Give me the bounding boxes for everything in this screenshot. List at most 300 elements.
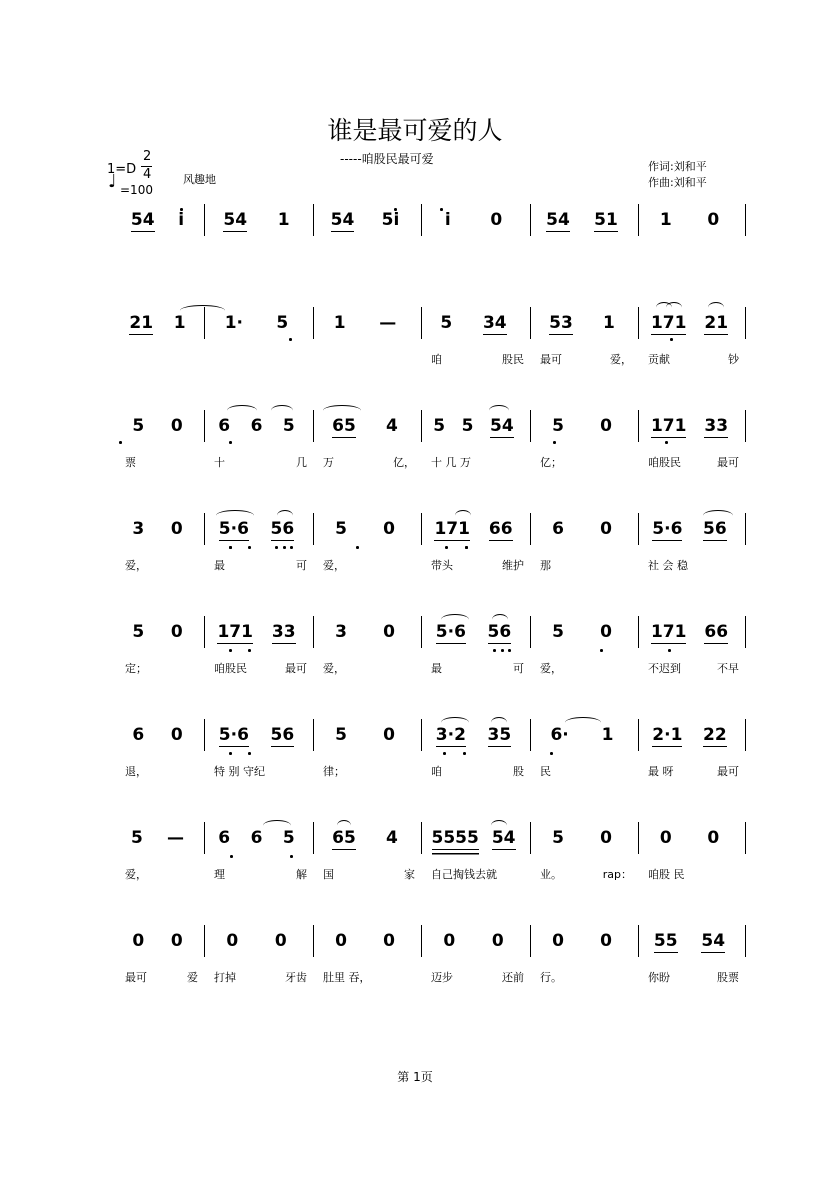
note-group: 0 (600, 828, 612, 848)
measure (317, 725, 413, 757)
note-group: 3 (132, 519, 145, 539)
note-group: 3 (335, 622, 347, 642)
lyric-syllable: 亿， (393, 456, 415, 469)
note-group: 4 (386, 828, 398, 848)
song-title: 谁是最可爱的人 (327, 116, 503, 145)
octave-dot (248, 649, 251, 652)
measure (208, 931, 305, 963)
lyric-syllable: 爱， (125, 868, 147, 881)
measure (317, 622, 413, 654)
slur-arc (708, 302, 724, 313)
note-group: 2·1 (652, 725, 683, 745)
note-group: 6 (218, 828, 231, 848)
barline (313, 410, 314, 442)
note-group: 5i (381, 210, 400, 230)
note-group: 5 (440, 313, 453, 333)
measure (642, 828, 737, 860)
lyric-syllable: 业。 (540, 868, 562, 881)
lyric-text (214, 454, 307, 470)
lyric-syllable: 钞 (728, 353, 739, 366)
lyric-text (125, 866, 198, 882)
note-group: 1 (333, 313, 346, 333)
note-group: 54 (490, 416, 514, 436)
measure (534, 828, 630, 860)
lyric-syllable: 最可 (540, 353, 562, 366)
measure (642, 519, 737, 551)
slur-arc (703, 510, 733, 521)
note-group: 35 (487, 725, 512, 745)
octave-dot (550, 752, 553, 755)
measure (208, 725, 305, 757)
measure (119, 519, 196, 551)
slur-arc (491, 717, 507, 728)
barline (638, 513, 639, 545)
note-group: i (444, 210, 451, 230)
note-group: 1 (603, 313, 615, 333)
note-group: 0 (491, 931, 504, 951)
lyric-text (431, 866, 524, 882)
measure (425, 210, 522, 242)
octave-dot (289, 338, 292, 341)
lyric-text (540, 969, 632, 985)
lyric-syllable: 社 会 稳 (648, 559, 688, 572)
measure (119, 725, 196, 757)
note-group: 5 (335, 519, 347, 539)
measure (317, 416, 413, 448)
note-group: 0 (170, 725, 183, 745)
barline (745, 616, 746, 648)
octave-dot (119, 441, 122, 444)
note-group: 65 (332, 828, 356, 848)
note-group: 0 (707, 210, 720, 230)
barline (745, 410, 746, 442)
note-group: 171 (650, 622, 687, 642)
lyric-text (648, 557, 739, 573)
note-group: 5 (132, 416, 145, 436)
measure (119, 931, 196, 963)
lyric-syllable: 爱， (323, 662, 345, 675)
measure (119, 622, 196, 654)
lyric-syllable: 行。 (540, 971, 562, 984)
lyric-syllable: 家 (404, 868, 415, 881)
octave-dot (290, 855, 293, 858)
lyric-syllable: 爱， (610, 353, 632, 366)
slur-arc (492, 614, 508, 625)
barline (313, 822, 314, 854)
barline (204, 925, 205, 957)
measure (119, 210, 196, 242)
lyric-syllable: 股民 (502, 353, 524, 366)
barline (745, 719, 746, 751)
measure (425, 725, 522, 757)
lyric-syllable: 最 呀 (648, 765, 674, 778)
note-group: 0 (132, 931, 145, 951)
lyric-text (431, 763, 524, 779)
measure (534, 622, 630, 654)
lyric-text (431, 969, 524, 985)
note-group: 5 (282, 416, 295, 436)
barline (421, 204, 422, 236)
barline (421, 925, 422, 957)
note-group: 0 (226, 931, 239, 951)
time-signature-top: 2 (143, 149, 152, 164)
measure (317, 931, 413, 963)
lyric-text (648, 763, 739, 779)
lyric-syllable: 解 (296, 868, 307, 881)
lyric-syllable: 还前 (502, 971, 524, 984)
note-group: 0 (490, 210, 503, 230)
octave-dot (283, 546, 286, 549)
note-group: 171 (434, 519, 470, 539)
lyric-text (540, 763, 632, 779)
note-group: 4 (386, 416, 398, 436)
note-group: 6 (218, 416, 231, 436)
lyric-text (540, 351, 632, 367)
quarter-note-icon: ♩ (108, 171, 117, 192)
lyric-syllable: 特 别 守纪 (214, 765, 265, 778)
octave-dot (508, 649, 511, 652)
lyric-syllable: 最 (214, 559, 225, 572)
measure (642, 313, 737, 345)
lyric-syllable: 爱， (323, 559, 345, 572)
lyric-syllable: 最 (431, 662, 442, 675)
barline (204, 719, 205, 751)
lyric-text (125, 660, 198, 676)
note-group: 5·6 (435, 622, 466, 642)
slur-arc (216, 510, 254, 521)
note-group: 0 (170, 931, 183, 951)
note-group: 5 (552, 416, 564, 436)
octave-dot (356, 546, 359, 549)
lyric-syllable: 律； (323, 765, 345, 778)
note-group: — (379, 313, 397, 333)
barline (530, 204, 531, 236)
barline (204, 204, 205, 236)
page-number: 第 1页 (397, 1070, 433, 1084)
slur-arc (271, 405, 293, 416)
lyric-syllable: 自己掏钱去就 (431, 868, 497, 881)
octave-dot (670, 338, 673, 341)
lyric-syllable: 肚里 吞， (323, 971, 371, 984)
note-group: 55 (653, 931, 678, 951)
lyric-text (323, 763, 415, 779)
slur-arc (227, 405, 257, 416)
note-group: 0 (170, 622, 183, 642)
lyric-text (214, 969, 307, 985)
note-group: 53 (549, 313, 573, 333)
barline (530, 925, 531, 957)
note-group: 34 (482, 313, 507, 333)
measure (642, 210, 737, 242)
octave-dot (275, 546, 278, 549)
barline (638, 822, 639, 854)
note-group: 5 (552, 622, 564, 642)
barline (530, 307, 531, 339)
barline (421, 616, 422, 648)
slur-arc (455, 510, 471, 521)
note-group: 5 (282, 828, 295, 848)
note-group: 0 (383, 931, 395, 951)
note-group: 54 (223, 210, 248, 230)
octave-dot (665, 441, 668, 444)
measure (642, 931, 737, 963)
note-group: 0 (600, 519, 612, 539)
note-group: 21 (129, 313, 154, 333)
note-group: 0 (600, 931, 612, 951)
lyric-text (648, 351, 739, 367)
note-group: i (178, 210, 185, 230)
lyric-text (540, 866, 632, 882)
expression-marking: 风趣地 (183, 173, 216, 186)
measure (208, 622, 305, 654)
octave-dot (248, 546, 251, 549)
octave-dot (248, 752, 251, 755)
slur-arc (489, 405, 509, 416)
note-group: 0 (552, 931, 564, 951)
lyric-text (214, 660, 307, 676)
barline (313, 513, 314, 545)
note-group: 54 (130, 210, 155, 230)
note-group: 5 (335, 725, 347, 745)
slur-arc (491, 820, 507, 831)
note-group: 6· (550, 725, 569, 745)
slur-arc (441, 614, 469, 625)
measure (425, 313, 522, 345)
octave-dot (394, 208, 397, 211)
note-group: 56 (270, 519, 295, 539)
barline (421, 513, 422, 545)
barline (638, 925, 639, 957)
lyric-syllable: 咱股民 (648, 456, 681, 469)
barline (421, 410, 422, 442)
slur-arc (180, 305, 225, 316)
octave-dot (463, 752, 466, 755)
note-group: 51 (594, 210, 618, 230)
lyric-syllable: 那 (540, 559, 551, 572)
measure (642, 416, 737, 448)
barline (745, 822, 746, 854)
lyric-text (431, 454, 524, 470)
slur-arc (441, 717, 469, 728)
note-group: 3·2 (435, 725, 466, 745)
measure (534, 416, 630, 448)
lyricist-credit: 作词:刘和平 (648, 160, 707, 173)
lyric-syllable: 带头 (431, 559, 453, 572)
barline (421, 822, 422, 854)
note-group: 171 (650, 416, 687, 436)
note-group: 56 (703, 519, 727, 539)
note-group: 33 (271, 622, 296, 642)
note-group: 5·6 (652, 519, 683, 539)
lyric-syllable: 咱 (431, 353, 442, 366)
measure (119, 828, 196, 860)
note-group: 0 (600, 622, 612, 642)
measure (425, 931, 522, 963)
lyric-syllable: 理 (214, 868, 225, 881)
lyric-syllable: 打掉 (214, 971, 236, 984)
octave-dot (553, 441, 556, 444)
note-group: 5 (276, 313, 289, 333)
measure (119, 416, 196, 448)
lyric-text (648, 454, 739, 470)
lyric-syllable: 牙齿 (285, 971, 307, 984)
note-group: 1 (173, 313, 186, 333)
barline (638, 719, 639, 751)
measure (534, 210, 630, 242)
lyric-syllable: 最可 (125, 971, 147, 984)
barline (638, 307, 639, 339)
note-group: 5555 (431, 828, 479, 848)
note-group: 56 (270, 725, 295, 745)
measure (317, 519, 413, 551)
barline (204, 513, 205, 545)
lyric-syllable: 最可 (717, 456, 739, 469)
lyric-syllable: 迈步 (431, 971, 453, 984)
note-group: 0 (383, 622, 395, 642)
barline (638, 204, 639, 236)
slur-arc (565, 717, 601, 728)
note-group: 0 (383, 519, 395, 539)
barline (530, 616, 531, 648)
lyric-text (648, 866, 739, 882)
lyric-text (431, 557, 524, 573)
lyric-text (540, 557, 632, 573)
measure (534, 725, 630, 757)
barline (313, 616, 314, 648)
note-group: 6 (250, 416, 263, 436)
octave-dot (440, 208, 443, 211)
lyric-syllable: rap： (602, 868, 632, 881)
note-group: 5·6 (218, 725, 249, 745)
tempo-marking: =100 (120, 183, 153, 197)
note-group: 0 (659, 828, 672, 848)
measure (534, 931, 630, 963)
lyric-syllable: 贡献 (648, 353, 670, 366)
lyric-syllable: 股 (513, 765, 524, 778)
lyric-syllable: 爱 (187, 971, 198, 984)
barline (530, 719, 531, 751)
lyric-text (540, 660, 632, 676)
octave-dot (493, 649, 496, 652)
lyric-text (323, 454, 415, 470)
barline (638, 410, 639, 442)
barline (313, 204, 314, 236)
measure (425, 828, 522, 860)
slur-arc (656, 302, 672, 313)
measure (425, 519, 522, 551)
octave-dot (443, 752, 446, 755)
note-group: 1 (659, 210, 672, 230)
lyric-syllable: 股票 (717, 971, 739, 984)
lyric-syllable: 咱股 民 (648, 868, 685, 881)
note-group: 54 (701, 931, 726, 951)
measure (642, 725, 737, 757)
lyric-syllable: 可 (296, 559, 307, 572)
lyric-text (648, 969, 739, 985)
note-group: 0 (707, 828, 720, 848)
lyric-syllable: 定； (125, 662, 147, 675)
octave-dot (600, 649, 603, 652)
octave-dot (290, 546, 293, 549)
note-group: 0 (274, 931, 287, 951)
note-group: 1 (277, 210, 290, 230)
note-group: 0 (443, 931, 456, 951)
note-group: 171 (217, 622, 253, 642)
octave-dot (229, 752, 232, 755)
note-group: 0 (170, 519, 183, 539)
octave-dot (229, 546, 232, 549)
lyric-syllable: 最可 (717, 765, 739, 778)
note-group: — (166, 828, 184, 848)
song-subtitle: -----咱股民最可爱 (340, 152, 434, 166)
octave-dot (229, 649, 232, 652)
note-group: 22 (703, 725, 727, 745)
slur-arc (277, 510, 293, 521)
lyric-text (323, 969, 415, 985)
lyric-text (125, 763, 198, 779)
note-group: 65 (332, 416, 356, 436)
lyric-syllable: 爱， (540, 662, 562, 675)
note-group: 5 (461, 416, 474, 436)
lyric-syllable: 不迟到 (648, 662, 681, 675)
lyric-text (648, 660, 739, 676)
note-group: 5 (132, 622, 145, 642)
measure (208, 210, 305, 242)
lyric-text (323, 866, 415, 882)
measure (425, 416, 522, 448)
lyric-text (125, 969, 198, 985)
octave-dot (668, 649, 671, 652)
lyric-syllable: 亿； (540, 456, 562, 469)
barline (638, 616, 639, 648)
note-group: 54 (546, 210, 570, 230)
lyric-syllable: 十 几 万 (431, 456, 471, 469)
lyric-syllable: 票 (125, 456, 136, 469)
note-group: 0 (383, 725, 395, 745)
note-group: 21 (704, 313, 729, 333)
lyric-text (323, 660, 415, 676)
lyric-text (214, 763, 307, 779)
note-group: 54 (491, 828, 516, 848)
time-signature-bottom: 4 (143, 167, 152, 182)
barline (530, 410, 531, 442)
octave-dot (445, 546, 448, 549)
note-group: 1 (601, 725, 614, 745)
key-signature: 1=D (107, 162, 137, 177)
barline (745, 307, 746, 339)
measure (534, 313, 630, 345)
slur-arc (337, 820, 351, 831)
octave-dot (501, 649, 504, 652)
lyric-syllable: 退， (125, 765, 147, 778)
lyric-text (431, 660, 524, 676)
lyric-syllable: 国 (323, 868, 334, 881)
measure (642, 622, 737, 654)
lyric-text (214, 557, 307, 573)
note-group: 171 (650, 313, 687, 333)
lyric-text (431, 351, 524, 367)
barline (530, 822, 531, 854)
note-group: 5 (552, 828, 564, 848)
lyric-syllable: 咱 (431, 765, 442, 778)
measure (317, 828, 413, 860)
note-group: 6 (132, 725, 145, 745)
measure (119, 313, 196, 345)
note-group: 0 (600, 416, 612, 436)
lyric-syllable: 不早 (717, 662, 739, 675)
measure (317, 313, 413, 345)
lyric-syllable: 几 (296, 456, 307, 469)
